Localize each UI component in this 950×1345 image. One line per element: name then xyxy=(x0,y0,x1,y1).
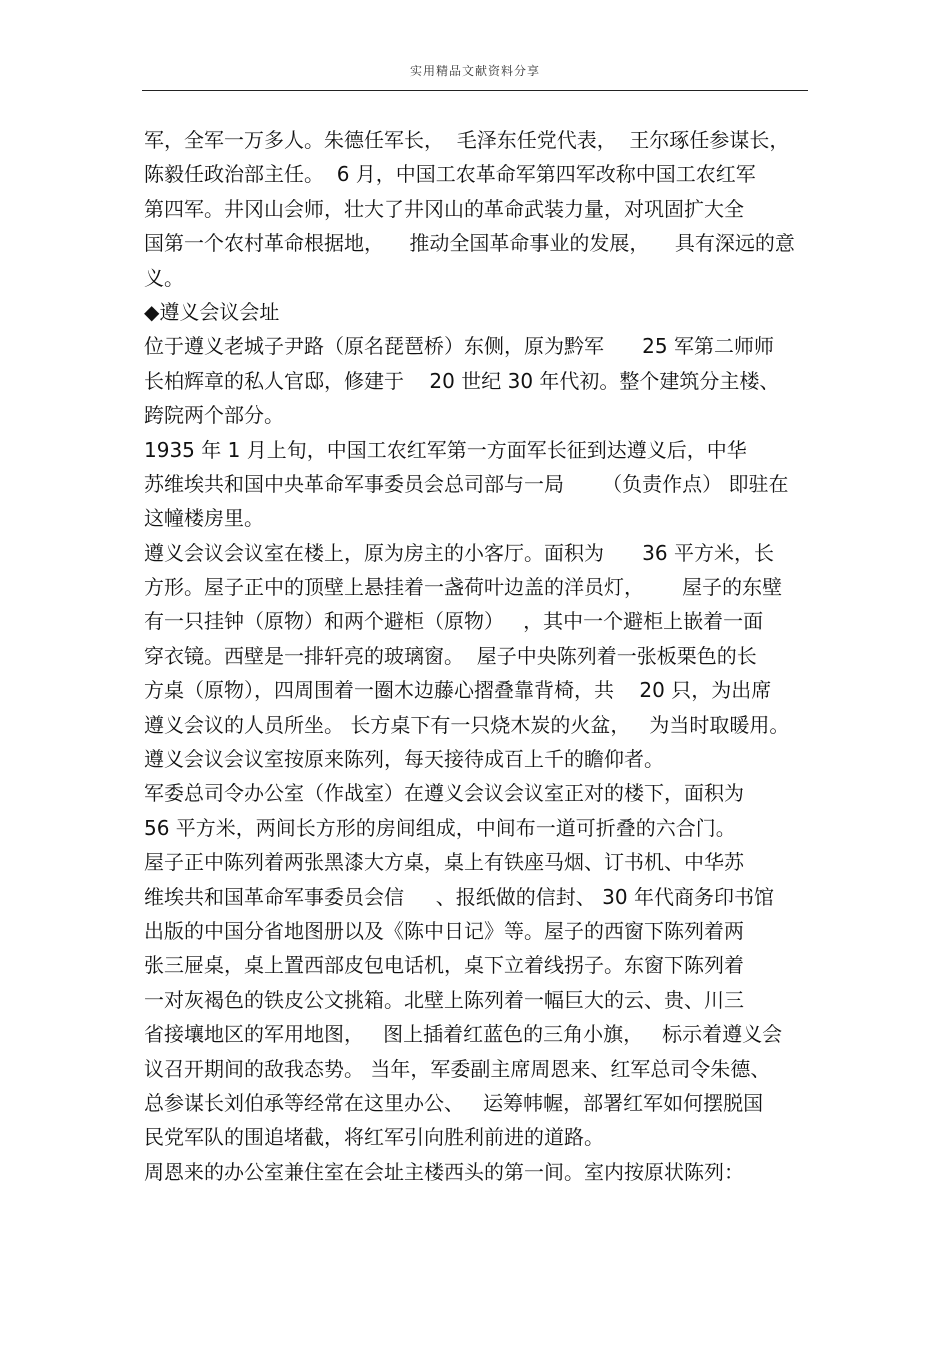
document-body xyxy=(144,123,814,1189)
text-line: 陈毅任政治部主任。 6 月，中国工农革命军第四军改称中国工农红军 xyxy=(144,162,756,187)
text-line: 长柏辉章的私人官邸，修建于 20 世纪 30 年代初。整个建筑分主楼、 xyxy=(144,368,780,393)
text-line: 这幢楼房里。 xyxy=(144,506,264,531)
text-line: 遵义会议会议室在楼上，原为房主的小客厅。面积为 36 平方米，长 xyxy=(144,540,774,565)
text-line: 屋子正中陈列着两张黑漆大方桌，桌上有铁座马烟、订书机、中华苏 xyxy=(144,850,744,875)
text-line: 穿衣镜。西壁是一排轩亮的玻璃窗。 屋子中央陈列着一张板栗色的长 xyxy=(144,643,757,668)
text-line: 遵义会议的人员所坐。 长方桌下有一只烧木炭的火盆， 为当时取暖用。 xyxy=(144,712,790,737)
text-line: 遵义会议会议室按原来陈列，每天接待成百上千的瞻仰者。 xyxy=(144,747,664,772)
text-line: 省接壤地区的军用地图， 图上插着红蓝色的三角小旗， 标示着遵义会 xyxy=(144,1022,783,1047)
text-line: 有一只挂钟（原物）和两个避柜（原物） ，其中一个避柜上嵌着一面 xyxy=(144,609,764,634)
text-line: 张三屉桌，桌上置西部皮包电话机，桌下立着线拐子。东窗下陈列着 xyxy=(144,953,744,978)
text-line: 1935 年 1 月上旬，中国工农红军第一方面军长征到达遵义后，中华 xyxy=(144,437,747,462)
text-line: 维埃共和国革命军事委员会信 、报纸做的信封、 30 年代商务印书馆 xyxy=(144,884,774,909)
text-line: 56 平方米，两间长方形的房间组成，中间布一道可折叠的六合门。 xyxy=(144,815,736,840)
text-line: 方桌（原物），四周围着一圈木边藤心摺叠靠背椅，共 20 只，为出席 xyxy=(144,678,772,703)
text-line: 民党军队的围追堵截，将红军引向胜利前进的道路。 xyxy=(144,1125,604,1150)
text-line: 苏维埃共和国中央革命军事委员会总司部与一局 （负责作点） 即驻在 xyxy=(144,471,789,496)
page-header: 实用精品文献资料分享 xyxy=(409,64,540,78)
section-heading: ◆遵义会议会址 xyxy=(144,299,280,324)
text-line: 国第一个农村革命根据地， 推动全国革命事业的发展， 具有深远的意 xyxy=(144,231,795,256)
text-line: 一对灰褐色的铁皮公文挑箱。北壁上陈列着一幅巨大的云、贵、川三 xyxy=(144,987,744,1012)
text-line: 军，全军一万多人。朱德任军长， 毛泽东任党代表， 王尔琢任参谋长， xyxy=(144,128,790,152)
text-line: 出版的中国分省地图册以及《陈中日记》等。屋子的西窗下陈列着两 xyxy=(144,918,744,943)
text-line: 义。 xyxy=(144,265,184,290)
text-line: 议召开期间的敌我态势。 当年，军委副主席周恩来、红军总司令朱德、 xyxy=(144,1056,771,1081)
text-line: 位于遵义老城子尹路（原名琵琶桥）东侧，原为黔军 25 军第二师师 xyxy=(144,334,774,359)
text-line: 跨院两个部分。 xyxy=(144,403,284,428)
text-line: 方形。屋子正中的顶壁上悬挂着一盏荷叶边盖的洋员灯， 屋子的东壁 xyxy=(144,575,783,600)
text-line: 第四军。井冈山会师，壮大了井冈山的革命武装力量，对巩固扩大全 xyxy=(144,196,744,221)
text-line: 周恩来的办公室兼住室在会址主楼西头的第一间。室内按原状陈列： xyxy=(144,1159,744,1184)
text-line: 军委总司令办公室（作战室）在遵义会议会议室正对的楼下，面积为 xyxy=(144,781,744,806)
header-divider xyxy=(142,90,808,91)
text-line: 总参谋长刘伯承等经常在这里办公、 运筹帏幄，部署红军如何摆脱国 xyxy=(144,1090,764,1115)
